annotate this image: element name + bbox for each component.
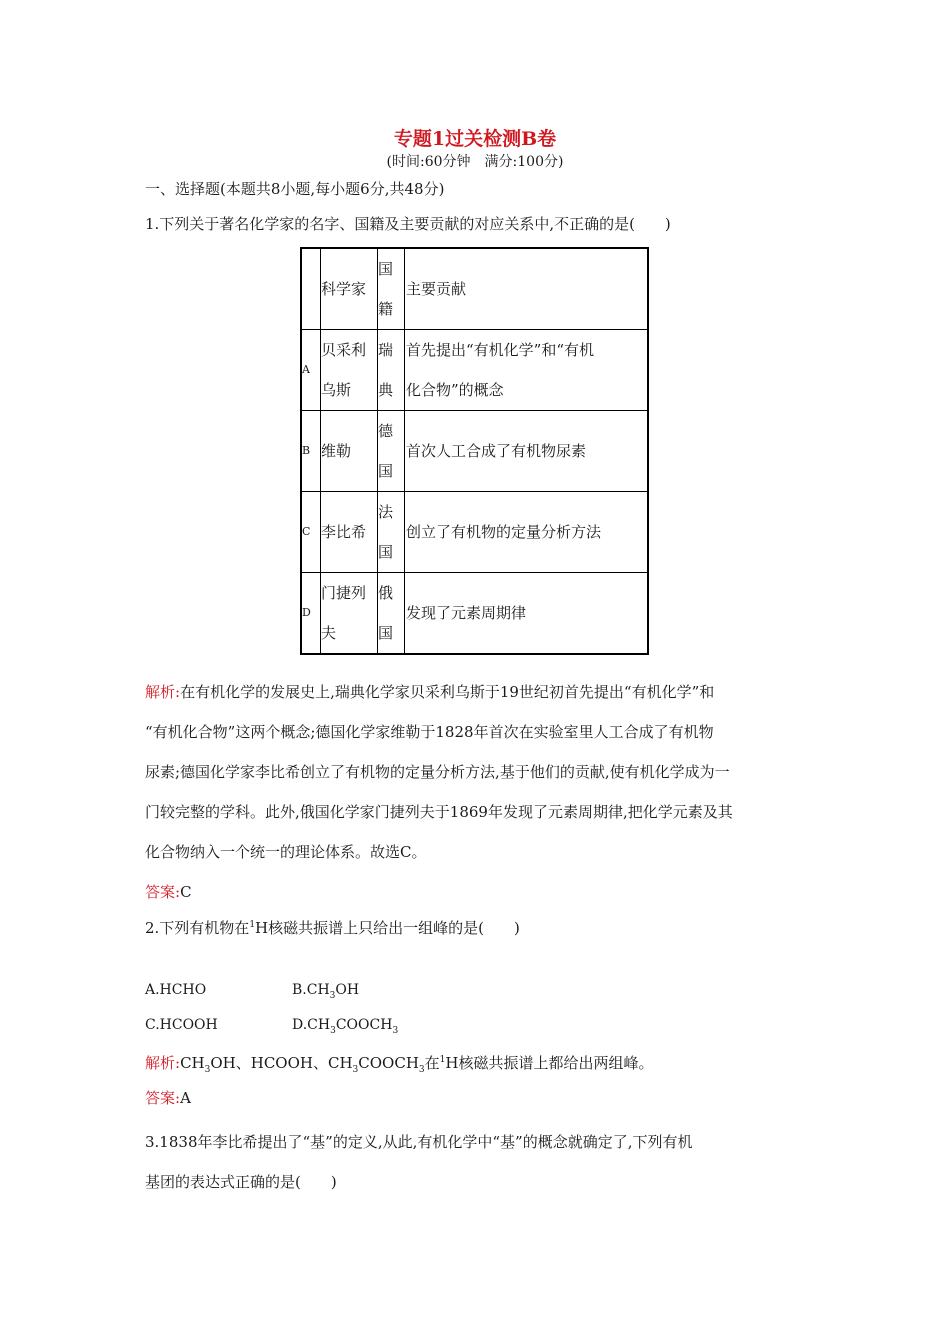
nationality: 法 国: [378, 492, 405, 573]
analysis-text: 在有机化学的发展史上,瑞典化学家贝采利乌斯于19世纪初首先提出“有机化学”和: [180, 683, 715, 701]
scientist-table: [300, 247, 649, 655]
header-nationality: 国 籍: [378, 248, 405, 330]
question-2-stem: 2.下列有机物在$^1$H核磁共振谱上只给出一组峰的是( ): [145, 919, 520, 937]
option-label: C: [301, 492, 321, 573]
section-heading: 一、选择题(本题共8小题,每小题6分,共48分): [145, 180, 445, 198]
question-2-answer: [145, 1087, 191, 1108]
answer-value: C: [180, 883, 192, 901]
analysis-label: 解析:: [145, 683, 181, 701]
scientist-name: 贝采利 乌斯: [321, 330, 378, 411]
answer-label: 答案:: [145, 883, 181, 901]
question-1-stem: 1.下列关于著名化学家的名字、国籍及主要贡献的对应关系中,不正确的是( ): [145, 215, 671, 233]
scientist-name: 维勒: [321, 411, 378, 492]
option-b: $B.CH_3OH$: [292, 982, 360, 1001]
page-title: 专题1过关检测B卷: [393, 128, 557, 150]
header-contribution: 主要贡献: [405, 248, 649, 330]
analysis-text: 门较完整的学科。此外,俄国化学家门捷列夫于1869年发现了元素周期律,把化学元素及其: [145, 803, 733, 821]
nationality: 俄 国: [378, 573, 405, 655]
question-1-answer: [145, 881, 192, 902]
option-label: B: [301, 411, 321, 492]
table-cell: [301, 248, 321, 330]
table-row: [301, 492, 648, 573]
contribution: 创立了有机物的定量分析方法: [405, 492, 649, 573]
option-d: $D.CH_3COOCH_3$: [292, 1017, 399, 1036]
exam-info: (时间:60分钟 满分:100分): [386, 154, 564, 170]
table-row: [301, 330, 648, 411]
table-row: [301, 411, 648, 492]
analysis-label: 解析:: [145, 1054, 181, 1072]
contribution: 首次人工合成了有机物尿素: [405, 411, 649, 492]
question-3-stem: 3.1838年李比希提出了“基”的定义,从此,有机化学中“基”的概念就确定了,下列有机 基团的表达式正确的是( ): [145, 1133, 693, 1191]
option-label: D: [301, 573, 321, 655]
scientist-name: 李比希: [321, 492, 378, 573]
analysis-text: 尿素;德国化学家李比希创立了有机物的定量分析方法,基于他们的贡献,使有机化学成为一: [145, 763, 730, 781]
table-header-row: [301, 248, 648, 330]
analysis-text: 化合物纳入一个统一的理论体系。故选C。: [145, 843, 427, 861]
question-1-analysis: [145, 672, 733, 872]
option-c: C.HCOOH: [145, 1017, 218, 1033]
answer-value: A: [180, 1089, 191, 1107]
contribution: 首先提出“有机化学”和“有机 化合物”的概念: [405, 330, 649, 411]
scientist-name: 门捷列 夫: [321, 573, 378, 655]
option-a: A.HCHO: [145, 982, 207, 998]
answer-label: 答案:: [145, 1089, 181, 1107]
option-label: A: [301, 330, 321, 411]
analysis-text: “有机化合物”这两个概念;德国化学家维勒于1828年首次在实验室里人工合成了有机物: [145, 723, 714, 741]
question-2-analysis: 解析$:CH_3OH$、HCOOH、$CH_3COOCH_3$在$^1$H核磁共振谱上都给出两组峰。: [145, 1054, 654, 1075]
contribution: 发现了元素周期律: [405, 573, 649, 655]
table-row: [301, 573, 648, 655]
nationality: 瑞 典: [378, 330, 405, 411]
header-scientist: 科学家: [321, 248, 378, 330]
nationality: 德 国: [378, 411, 405, 492]
